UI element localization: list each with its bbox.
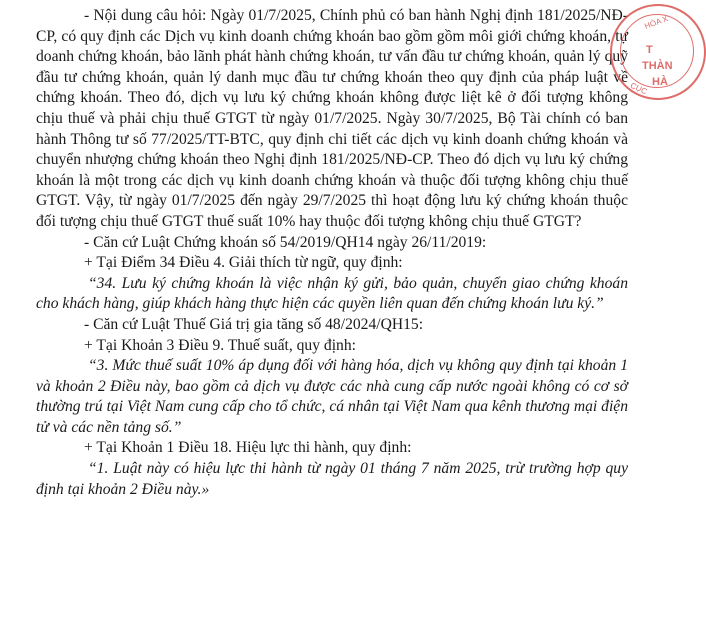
seal-arc-top-text: HÒA X (643, 14, 670, 31)
question-paragraph: - Nội dung câu hỏi: Ngày 01/7/2025, Chính phủ có ban hành Nghị định 181/2025/NĐ-CP, có quy định các Dịch vụ kinh doanh chứng khoán bao gồm gồm môi giới chứng khoán, tự doanh chứng khoán, bảo lãnh phát hành chứng khoán, tư vấn đầu tư chứng khoán, quản lý quỹ đầu tư chứng khoán, quản lý danh mục đầu tư chứng khoán theo quy định của pháp luật về chứng khoán. Theo đó, dịch vụ lưu ký chứng khoán không được liệt kê ở đối tượng không chịu thuế và phải chịu thuế GTGT từ ngày 01/7/2025. Ngày 30/7/2025, Bộ Tài chính có ban hành Thông tư số 77/2025/TT-BTC, quy định chi tiết các dịch vụ kinh doanh chứng khoán và chuyển nhượng chứng khoán theo Nghị định 181/2025/NĐ-CP. Theo đó dịch vụ lưu ký chứng khoán là một trong các dịch vụ kinh doanh chứng khoán và thuộc đối tượng không chịu thuế GTGT. Vậy, từ ngày 01/7/2025 đến ngày 29/7/2025 thì hoạt động lưu ký chứng khoán thuộc đối tượng chịu thuế GTGT thuế suất 10% hay thuộc đối tượng không chịu thuế GTGT? (36, 7, 628, 230)
seal-line-2: THÀN (642, 60, 673, 72)
seal-line-1: T (646, 44, 653, 56)
legal-basis-securities-law: - Căn cứ Luật Chứng khoán số 54/2019/QH14 ngày 26/11/2019: (84, 233, 487, 251)
article-18-clause-1-quote: “1. Luật này có hiệu lực thi hành từ ngày 01 tháng 7 năm 2025, trừ trường hợp quy định tại khoản 2 Điều này.» (36, 460, 628, 498)
article-4-point-34-quote: “34. Lưu ký chứng khoán là việc nhận ký gửi, bảo quản, chuyển giao chứng khoán cho khách hàng, giúp khách hàng thực hiện các quyền liên quan đến chứng khoán lưu ký.” (36, 274, 628, 313)
article-9-clause-3-heading: + Tại Khoản 3 Điều 9. Thuế suất, quy định: (84, 336, 356, 354)
article-18-clause-1-heading: + Tại Khoản 1 Điều 18. Hiệu lực thi hành, quy định: (84, 439, 412, 457)
document-body (36, 6, 628, 500)
article-9-clause-3-quote: “3. Mức thuế suất 10% áp dụng đối với hàng hóa, dịch vụ không quy định tại khoản 1 và khoản 2 Điều này, bao gồm cả dịch vụ được các nhà cung cấp nước ngoài không có cơ sở thường trú tại Việt Nam cung cấp cho tổ chức, cá nhân tại Việt Nam qua kênh thương mại điện tử và các nền tảng số.” (36, 357, 628, 436)
red-seal-stamp (610, 4, 706, 100)
seal-line-3: HÀ (652, 76, 668, 88)
seal-arc-bottom-text: CỤC (628, 80, 649, 97)
legal-basis-vat-law: - Căn cứ Luật Thuế Giá trị gia tăng số 48/2024/QH15: (84, 315, 424, 333)
article-4-point-34-heading: + Tại Điểm 34 Điều 4. Giải thích từ ngữ, quy định: (84, 254, 403, 272)
